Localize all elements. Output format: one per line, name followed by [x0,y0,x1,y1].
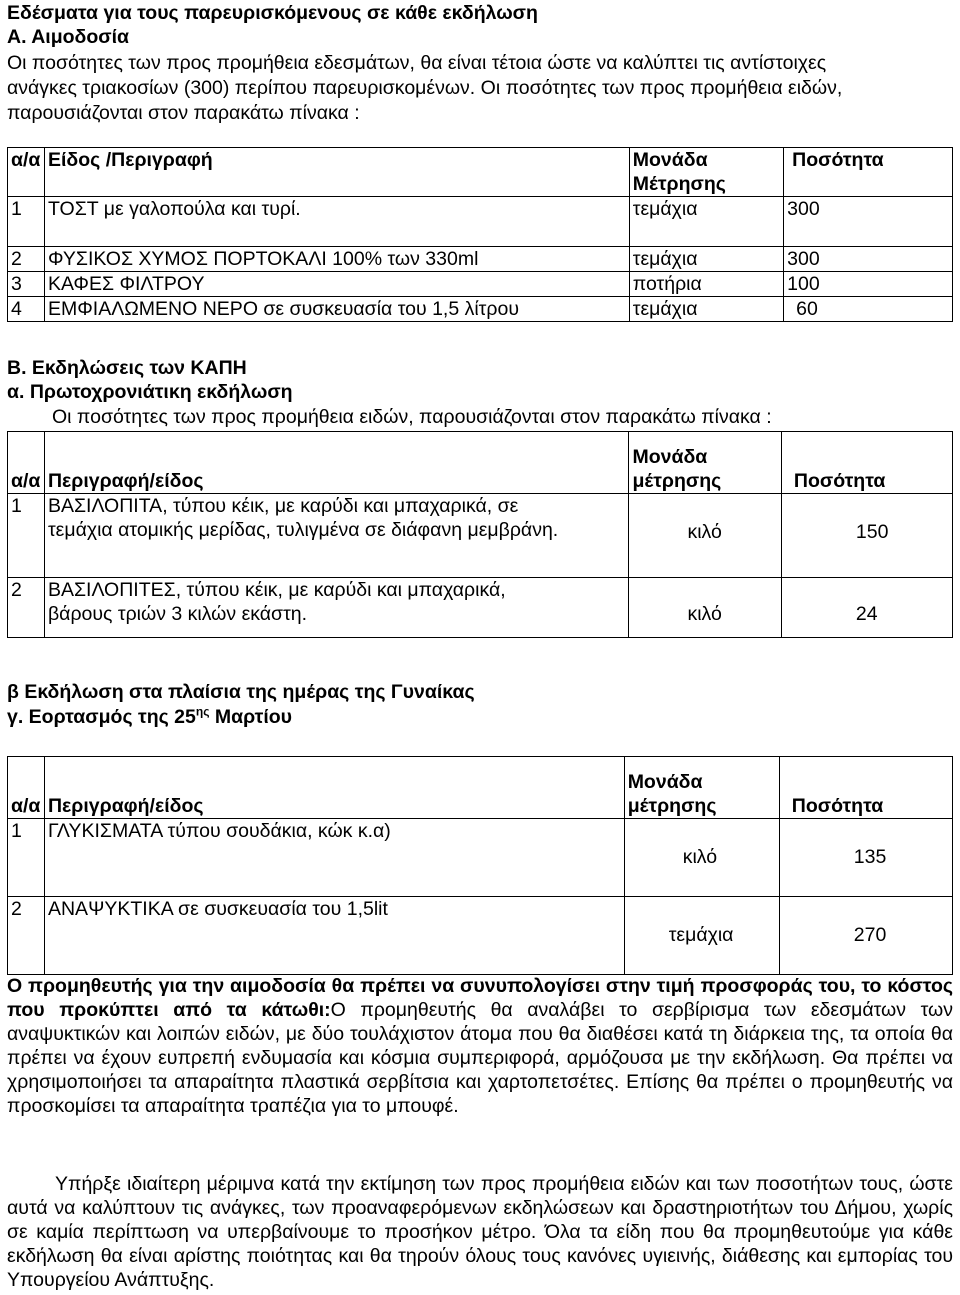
col-unit-header-1: Μονάδα [632,446,708,468]
cell-unit: τεμάχια [629,297,783,322]
cell-desc: ΕΜΦΙΑΛΩΜΕΝΟ ΝΕΡΟ σε συσκευασία του 1,5 λίτρου [44,297,629,322]
table-row [8,272,953,297]
table-row [8,897,953,975]
col-unit-header-2: Μέτρησης [632,173,726,195]
sub-c-text-post: Μαρτίου [209,706,293,728]
cell-desc: ΤΟΣΤ με γαλοπούλα και τυρί. [44,197,629,247]
cell-qty: 270 [779,897,952,975]
cell-desc-line-1: ΒΑΣΙΛΟΠΙΤΕΣ, τύπου κέικ, με καρύδι και μπαχαρικά, [47,579,506,601]
section-b-sub-b: β Εκδήλωση στα πλαίσια της ημέρας της Γυναίκας [7,681,475,703]
section-b-sub-a-intro: Οι ποσότητες των προς προμήθεια ειδών, παρουσιάζονται στον παρακάτω πίνακα : [52,406,772,428]
cell-unit: κιλό [624,819,779,897]
cell-desc [44,578,629,638]
section-b-sub-c [7,705,292,729]
cell-qty: 300 [784,197,953,247]
blood-donation-table [7,147,953,322]
col-aa-header: α/α [8,757,45,819]
closing-bold-line-2: το κόστος που προκύπτει από τα κάτωθι: [7,975,954,1021]
sub-c-superscript: ης [195,704,210,719]
col-unit-header [624,757,779,819]
cell-desc [44,494,629,578]
cell-desc-line-2: βάρους τριών 3 κιλών εκάστη. [47,603,308,625]
cell-aa: 1 [8,494,45,578]
document-heading: Εδέσματα για τους παρευρισκόμενους σε κάθε εκδήλωση [7,2,538,24]
table-row [8,297,953,322]
section-a-intro-line-3: παρουσιάζονται στον παρακάτω πίνακα : [7,102,360,124]
section-a-title: Α. Αιμοδοσία [7,26,130,48]
col-unit-header-2: μέτρησης [632,470,722,492]
col-desc-header: Είδος /Περιγραφή [44,148,629,197]
cell-qty: 135 [779,819,952,897]
new-year-event-table [7,431,953,638]
table-header-row [8,148,953,197]
cell-desc: ΓΛΥΚΙΣΜΑΤΑ τύπου σουδάκια, κώκ κ.α) [44,819,624,897]
cell-unit: ποτήρια [629,272,783,297]
col-unit-header [629,432,781,494]
cell-aa: 4 [8,297,45,322]
section-a-intro-line-1: Οι ποσότητες των προς προμήθεια εδεσμάτων, θα είναι τέτοια ώστε να καλύπτει τις αντίστοιχες [7,52,827,74]
cell-desc: ΦΥΣΙΚΟΣ ΧΥΜΟΣ ΠΟΡΤΟΚΑΛΙ 100% των 330ml [44,247,629,272]
table-row [8,819,953,897]
table-row [8,197,953,247]
table-row [8,578,953,638]
col-desc-header: Περιγραφή/είδος [44,432,629,494]
col-unit-header [629,148,783,197]
section-b-sub-a: α. Πρωτοχρονιάτικη εκδήλωση [7,381,293,403]
table-row [8,494,953,578]
closing-paragraph-2: Υπήρξε ιδιαίτερη μέριμνα κατά την εκτίμηση των προς προμήθεια ειδών και των ποσοτήτων τους, ώστε αυτά να καλύπτουν τις ανάγκες, των προαναφερόμενων εκδηλώσεων και δραστηριοτήτων του Δήμου, χωρίς σε καμία περίπτωση να υπερβαίνουμε το προσήκον μέτρο. Όλα τα είδη που θα προμηθευτούμε για κάθε εκδήλωση θα είναι αρίστης ποιότητας και θα τηρούν όλους τους κανόνες υγιεινής, διάθεσης και εμπορίας του Υπουργείου Ανάπτυξης. [7,1173,953,1291]
cell-unit: κιλό [629,494,781,578]
cell-desc-line-1: ΒΑΣΙΛΟΠΙΤΑ, τύπου κέικ, με καρύδι και μπαχαρικά, σε [47,495,519,517]
cell-aa: 2 [8,578,45,638]
col-desc-header: Περιγραφή/είδος [44,757,624,819]
col-qty-header: Ποσότητα [779,757,952,819]
cell-qty: 24 [781,578,952,638]
cell-desc: ΚΑΦΕΣ ΦΙΛΤΡΟΥ [44,272,629,297]
cell-qty: 150 [781,494,952,578]
table-header-row [8,432,953,494]
cell-qty: 300 [784,247,953,272]
closing-paragraph-1-text: Ο προμηθευτής θα αναλάβει το σερβίρισμα των εδεσμάτων των αναψυκτικών και λοιπών ειδών, με δύο τουλάχιστον άτομα που θα διαθέσει κατά τη διάρκεια της, τα οποία θα πρέπει να έχουν ευπρεπή ενδυμασία και κόσμια συμπεριφορά, αρμόζουσα με την εκδήλωση. Θα πρέπει να χρησιμοποιήσει τα απαραίτητα πλαστικά σερβίτσια και χαρτοπετσέτες. Επίσης θα πρέπει ο προμηθευτής να προσκομίσει τα απαραίτητα τραπέζια για το μπουφέ. [7,999,953,1117]
cell-aa: 2 [8,247,45,272]
col-aa-header: α/α [8,148,45,197]
col-unit-header-1: Μονάδα [627,771,703,793]
closing-bold-line-1: Ο προμηθευτής για την αιμοδοσία θα πρέπει να συνυπολογίσει στην τιμή προσφοράς του, [7,975,856,997]
cell-unit: τεμάχια [629,197,783,247]
sub-c-text-pre: γ. Εορτασμός της 25 [7,706,196,728]
cell-aa: 1 [8,819,45,897]
table-header-row [8,757,953,819]
col-qty-header: Ποσότητα [781,432,952,494]
table-row [8,247,953,272]
cell-unit: τεμάχια [624,897,779,975]
section-a-intro-line-2: ανάγκες τριακοσίων (300) περίπου παρευρισκομένων. Οι ποσότητες των προς προμήθεια ειδών, [7,77,843,99]
col-aa-header: α/α [8,432,45,494]
section-b-title: Β. Εκδηλώσεις των ΚΑΠΗ [7,357,247,379]
cell-desc-line-2: τεμάχια ατομικής μερίδας, τυλιγμένα σε διάφανη μεμβράνη. [47,519,559,541]
col-unit-header-1: Μονάδα [632,149,708,171]
cell-aa: 1 [8,197,45,247]
cell-unit: τεμάχια [629,247,783,272]
cell-qty: 100 [784,272,953,297]
cell-qty: 60 [784,297,953,322]
cell-aa: 3 [8,272,45,297]
march-25-event-table [7,756,953,975]
col-unit-header-2: μέτρησης [627,795,717,817]
cell-desc: ΑΝΑΨΥΚΤΙΚΑ σε συσκευασία του 1,5lit [44,897,624,975]
col-qty-header: Ποσότητα [784,148,953,197]
cell-aa: 2 [8,897,45,975]
closing-paragraph-1 [7,974,953,1118]
cell-unit: κιλό [629,578,781,638]
